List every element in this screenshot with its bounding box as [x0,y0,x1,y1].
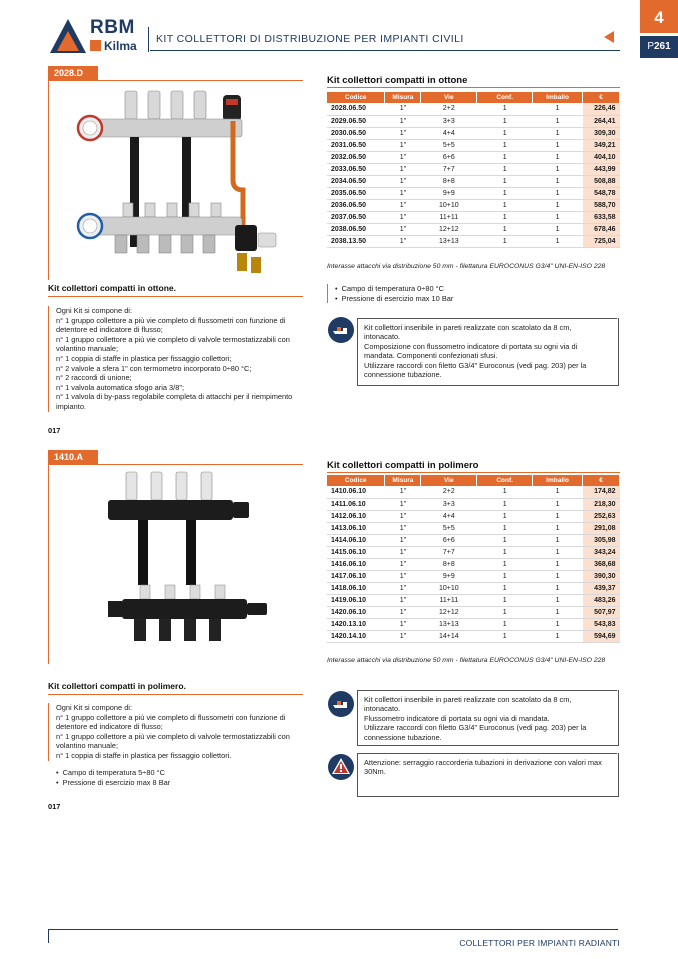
description-line: detentore ed indicatore di flusso; [56,325,163,335]
price-cell: 309,30 [583,127,620,139]
table-row [327,498,620,510]
table-cell: 1" [385,199,421,211]
column-header: Codice [327,475,385,486]
product-code-cell: 1420.14.10 [327,630,385,642]
column-header: Vie [421,475,477,486]
price-cell: 543,83 [583,618,620,630]
product-code-cell: 2035.06.50 [327,187,385,199]
brass-manifold-illustration [75,85,295,280]
description-line: n° 1 valvola di by-pass regolabile completa di attacchi per il riempimento [56,392,293,402]
hand-info-icon [327,316,355,344]
table-cell: 1 [533,594,583,606]
page-number: P261 [640,36,678,58]
table-cell: 1 [477,139,533,151]
table-cell: 1 [533,115,583,127]
table-cell: 1 [477,223,533,235]
table-row [327,175,620,187]
table-cell: 1 [477,594,533,606]
table-cell: 9+9 [421,570,477,582]
sub-brand: Kilma [90,39,137,53]
polymer-manifold-illustration [100,470,280,660]
table-cell: 1 [533,187,583,199]
table-cell: 1 [533,570,583,582]
table-cell: 1 [477,235,533,247]
price-cell: 252,63 [583,510,620,522]
price-cell: 264,41 [583,115,620,127]
table-row [327,606,620,618]
brand-logo [48,17,148,57]
table-cell: 1" [385,522,421,534]
table-cell: 3+3 [421,115,477,127]
brand-name: RBM [90,17,135,38]
table-row [327,127,620,139]
table-cell: 1" [385,498,421,510]
table-header-row [327,475,620,486]
description-line: n° 1 gruppo collettore a più vie completo di valvole termostatizzabili con [56,334,290,344]
description-line: impianto. [56,401,86,411]
table-cell: 1 [533,546,583,558]
info-box [357,690,619,746]
description-line: n° 1 valvola automatica sfogo aria 3/8"; [56,382,185,392]
table-cell: 1 [533,498,583,510]
kit-description [48,703,313,761]
table-cell: 1" [385,187,421,199]
warning-box [357,753,619,797]
table-cell: 1 [477,546,533,558]
price-cell: 443,99 [583,163,620,175]
info-line: connessione tubazione. [364,370,442,380]
product-code-cell: 1420.06.10 [327,606,385,618]
table-note: Interasse attacchi via distribuzione 50 mm - filettatura EUROCONUS G3/4" UNI-EN-ISO 228 [327,657,606,664]
description-line: n° 1 coppia di staffe in plastica per fissaggio collettori. [56,750,232,760]
table-cell: 1 [477,498,533,510]
header-rule [150,50,620,51]
table-cell: 1 [533,151,583,163]
warning-icon [327,753,355,781]
footer-divider [48,929,49,943]
price-cell: 507,97 [583,606,620,618]
table-cell: 1 [477,103,533,115]
footer-title: COLLETTORI PER IMPIANTI RADIANTI [459,938,620,948]
table-cell: 1" [385,594,421,606]
table-cell: 1 [477,570,533,582]
table-cell: 1 [533,510,583,522]
table-cell: 1" [385,558,421,570]
table-cell: 7+7 [421,546,477,558]
product-code-cell: 2032.06.50 [327,151,385,163]
spec-code: 017 [48,426,61,435]
table-cell: 1" [385,618,421,630]
column-header: Conf. [477,475,533,486]
product-code-cell: 2038.06.50 [327,223,385,235]
table-cell: 1 [533,582,583,594]
table-cell: 1 [533,223,583,235]
price-cell: 725,04 [583,235,620,247]
table-cell: 12+12 [421,606,477,618]
table-row [327,534,620,546]
table-cell: 1 [533,103,583,115]
table-cell: 5+5 [421,139,477,151]
spec-bullets [48,768,248,787]
column-header: € [583,92,620,103]
table-row [327,594,620,606]
product-code-cell: 2036.06.50 [327,199,385,211]
table-cell: 1 [533,522,583,534]
price-cell: 404,10 [583,151,620,163]
product-code-cell: 1420.13.10 [327,618,385,630]
table-row [327,139,620,151]
header-divider [148,27,149,52]
table-cell: 1" [385,510,421,522]
table-cell: 1" [385,211,421,223]
product-code-cell: 1412.06.10 [327,510,385,522]
table-cell: 7+7 [421,163,477,175]
product-code-cell: 2034.06.50 [327,175,385,187]
description-line: Ogni Kit si compone di: [56,306,132,315]
column-header: Vie [421,92,477,103]
page-title: KIT COLLETTORI DI DISTRIBUZIONE PER IMPIANTI CIVILI [156,33,464,45]
column-header: Conf. [477,92,533,103]
product-code-cell: 1416.06.10 [327,558,385,570]
table-title-rule [327,87,620,88]
description-line: n° 1 gruppo collettore a più vie completo di flussometri con funzione di [56,315,286,325]
table-cell: 1 [533,630,583,642]
product-code-cell: 2030.06.50 [327,127,385,139]
table-cell: 1" [385,534,421,546]
table-cell: 2+2 [421,486,477,498]
table-row [327,522,620,534]
table-row [327,486,620,498]
table-cell: 4+4 [421,127,477,139]
description-line: n° 2 raccordi di unione; [56,373,132,383]
price-cell: 174,82 [583,486,620,498]
footer-rule [48,929,618,930]
table-cell: 14+14 [421,630,477,642]
description-line: volantino manuale; [56,344,119,354]
table-cell: 1" [385,570,421,582]
table-cell: 1" [385,223,421,235]
table-cell: 1 [533,235,583,247]
price-cell: 226,46 [583,103,620,115]
table-cell: 1" [385,582,421,594]
table-cell: 1 [477,115,533,127]
table-row [327,630,620,642]
table-cell: 1 [477,618,533,630]
header-arrow-icon [604,31,614,43]
product-code-cell: 1418.06.10 [327,582,385,594]
product-code-cell: 1415.06.10 [327,546,385,558]
table-cell: 1 [477,127,533,139]
table-cell: 1 [477,582,533,594]
table-cell: 1 [477,211,533,223]
table-row [327,558,620,570]
table-cell: 1 [477,534,533,546]
table-cell: 1" [385,546,421,558]
price-cell: 349,21 [583,139,620,151]
warning-line: Attenzione: serraggio raccorderia tubazioni in derivazione con valori max [364,758,602,767]
kit-title-rule [48,296,303,297]
bullet-item: • Pressione di esercizio max 10 Bar [335,294,527,304]
table-cell: 6+6 [421,151,477,163]
price-cell: 588,70 [583,199,620,211]
table-cell: 1" [385,127,421,139]
table-cell: 4+4 [421,510,477,522]
table-cell: 1 [533,163,583,175]
table-row [327,115,620,127]
table-cell: 1" [385,151,421,163]
warning-line: 30Nm. [364,767,386,777]
table-cell: 1 [533,606,583,618]
table-cell: 1 [477,151,533,163]
product-code-cell: 2031.06.50 [327,139,385,151]
table-cell: 1 [477,486,533,498]
spec-bullets [327,284,527,303]
table-row [327,199,620,211]
table-cell: 1 [533,199,583,211]
info-line: Kit collettori inseribile in pareti realizzate con scatolato da 8 cm, [364,323,572,332]
info-line: Flussometro indicatore di portata su ogni via di mandata. [364,713,550,723]
info-line: intonacato. [364,332,401,342]
kit-title-rule [48,694,303,695]
table-cell: 8+8 [421,175,477,187]
info-line: Kit collettori inseribile in pareti realizzate con scatolato da 8 cm, [364,695,572,704]
price-cell: 548,78 [583,187,620,199]
table-cell: 1 [533,558,583,570]
product-code-cell: 1419.06.10 [327,594,385,606]
info-line: Composizione con flussometro indicatore di portata su ogni via di [364,341,578,351]
table-cell: 10+10 [421,199,477,211]
table-cell: 1 [533,175,583,187]
table-cell: 3+3 [421,498,477,510]
column-header: Codice [327,92,385,103]
table-row [327,223,620,235]
product-code-cell: 2037.06.50 [327,211,385,223]
table-row [327,235,620,247]
table-row [327,211,620,223]
column-header: € [583,475,620,486]
table-cell: 8+8 [421,558,477,570]
price-cell: 439,37 [583,582,620,594]
table-cell: 12+12 [421,223,477,235]
product-code-cell: 2029.06.50 [327,115,385,127]
table-row [327,570,620,582]
product-code-cell: 2028.06.50 [327,103,385,115]
table-cell: 9+9 [421,187,477,199]
product-code-tag: 2028.D [48,66,98,81]
info-line: mandata. Componenti confezionati sfusi. [364,351,498,361]
price-cell: 594,69 [583,630,620,642]
table-cell: 11+11 [421,594,477,606]
bullet-item: • Campo di temperatura 0÷80 °C [335,284,527,294]
product-code-cell: 2033.06.50 [327,163,385,175]
table-cell: 1" [385,606,421,618]
table-row [327,510,620,522]
table-row [327,187,620,199]
spec-code: 017 [48,802,61,811]
rbm-logo-icon [48,17,88,55]
table-cell: 13+13 [421,618,477,630]
table-row [327,151,620,163]
price-cell: 291,08 [583,522,620,534]
info-line: Utilizzare raccordi con filetto G3/4" Euroconus (vedi pag. 203) per la [364,723,587,733]
description-line: n° 1 coppia di staffe in plastica per fissaggio collettori; [56,353,232,363]
product-code-cell: 1410.06.10 [327,486,385,498]
table-cell: 1" [385,235,421,247]
price-cell: 218,30 [583,498,620,510]
info-line: Utilizzare raccordi con filetto G3/4" Euroconus (vedi pag. 203) per la [364,360,587,370]
table-cell: 1 [533,534,583,546]
bullet-item: • Campo di temperatura 5÷80 °C [56,768,248,778]
table-title: Kit collettori compatti in polimero [327,460,479,471]
table-cell: 1" [385,103,421,115]
table-cell: 1 [477,606,533,618]
table-cell: 1 [533,486,583,498]
price-cell: 633,58 [583,211,620,223]
table-cell: 1 [533,211,583,223]
product-code-cell: 1414.06.10 [327,534,385,546]
table-cell: 10+10 [421,582,477,594]
description-line: n° 2 valvole a sfera 1" con termometro incorporato 0÷80 °C; [56,363,252,373]
price-cell: 343,24 [583,546,620,558]
price-cell: 368,68 [583,558,620,570]
info-line: connessione tubazione. [364,732,442,742]
info-box [357,318,619,386]
table-row [327,163,620,175]
product-code-cell: 1413.06.10 [327,522,385,534]
price-cell: 483,26 [583,594,620,606]
table-cell: 2+2 [421,103,477,115]
table-cell: 1" [385,163,421,175]
kit-description [48,306,313,412]
product-code-cell: 2038.13.50 [327,235,385,247]
table-cell: 13+13 [421,235,477,247]
description-line: Ogni Kit si compone di: [56,703,132,712]
price-cell: 508,88 [583,175,620,187]
kit-title: Kit collettori compatti in polimero. [48,681,186,691]
table-title-rule [327,472,620,473]
table-cell: 1 [533,139,583,151]
description-line: volantino manuale; [56,741,119,751]
table-cell: 11+11 [421,211,477,223]
bullet-item: • Pressione di esercizio max 8 Bar [56,778,248,788]
product-code-tag: 1410.A [48,450,98,465]
description-line: detentore ed indicatore di flusso; [56,722,163,732]
table-cell: 1 [477,175,533,187]
chapter-tab: 4 [640,0,678,33]
price-cell: 678,46 [583,223,620,235]
table-row [327,546,620,558]
price-table [327,92,620,248]
product-code-cell: 1417.06.10 [327,570,385,582]
table-cell: 1 [477,558,533,570]
table-cell: 1 [533,618,583,630]
table-cell: 1 [477,510,533,522]
table-cell: 1" [385,139,421,151]
info-line: intonacato. [364,704,401,714]
table-cell: 5+5 [421,522,477,534]
table-cell: 1" [385,175,421,187]
table-cell: 1" [385,486,421,498]
table-row [327,618,620,630]
column-header: Misura [385,92,421,103]
column-header: Imballo [533,475,583,486]
table-cell: 1 [533,127,583,139]
description-line: n° 1 gruppo collettore a più vie completo di valvole termostatizzabili con [56,731,290,741]
price-cell: 390,30 [583,570,620,582]
table-header-row [327,92,620,103]
table-cell: 1" [385,115,421,127]
table-row [327,582,620,594]
description-line: n° 1 gruppo collettore a più vie completo di flussometri con funzione di [56,712,286,722]
table-cell: 1 [477,199,533,211]
table-cell: 1 [477,522,533,534]
table-note: Interasse attacchi via distribuzione 50 mm - filettatura EUROCONUS G3/4" UNI-EN-ISO 228 [327,263,606,270]
hand-info-icon [327,690,355,718]
price-cell: 305,98 [583,534,620,546]
table-cell: 1 [477,163,533,175]
table-row [327,103,620,115]
table-cell: 6+6 [421,534,477,546]
column-header: Misura [385,475,421,486]
product-code-cell: 1411.06.10 [327,498,385,510]
price-table [327,475,620,643]
table-cell: 1" [385,630,421,642]
table-title: Kit collettori compatti in ottone [327,75,468,86]
table-cell: 1 [477,187,533,199]
column-header: Imballo [533,92,583,103]
table-cell: 1 [477,630,533,642]
kit-title: Kit collettori compatti in ottone. [48,283,176,293]
